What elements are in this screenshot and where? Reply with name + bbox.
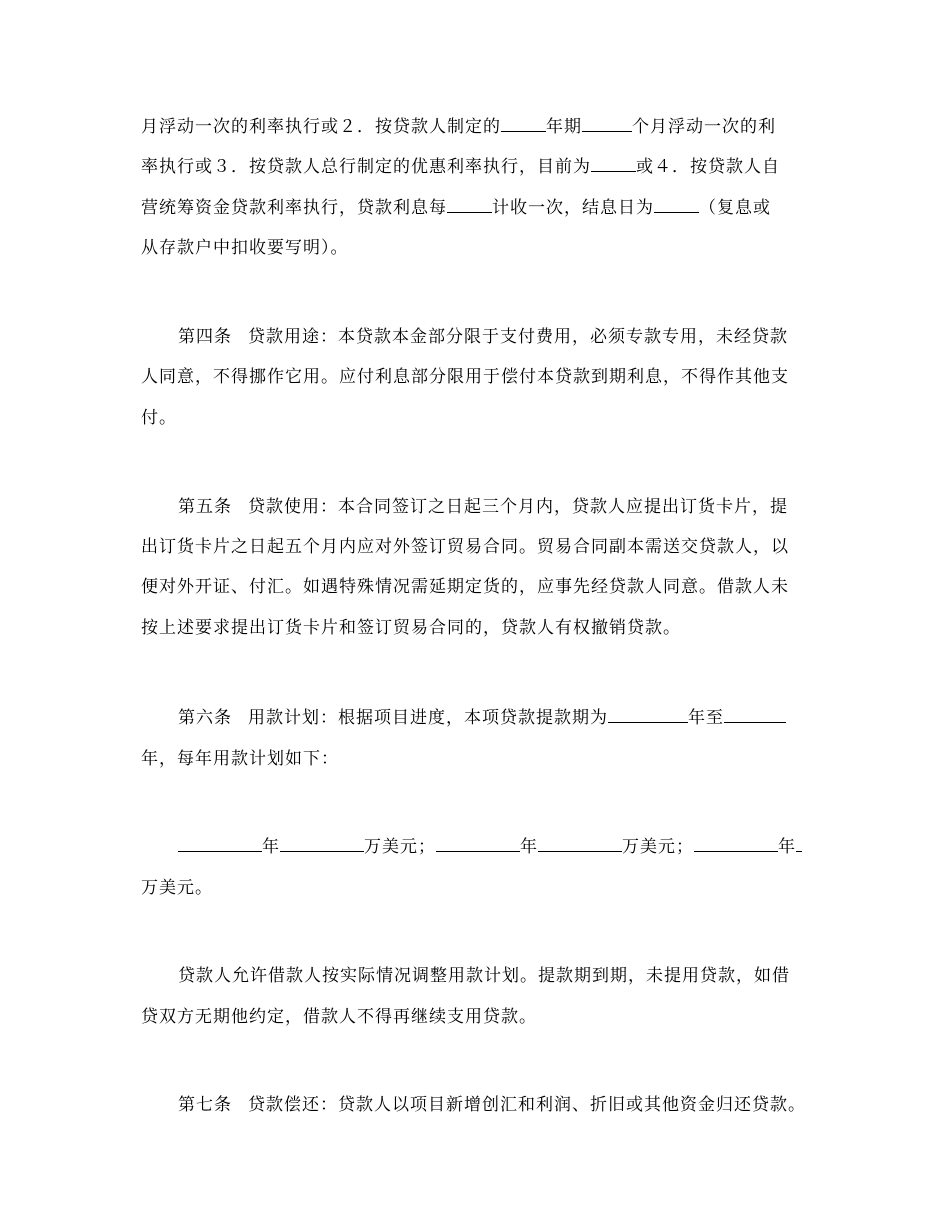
text: 年: [778, 837, 796, 857]
blank-field: [447, 198, 492, 213]
text: 率执行或３．按贷款人总行制定的优惠利率执行，目前为: [141, 157, 591, 177]
article-heading: 第七条: [178, 1095, 232, 1115]
article-6-line-2: 年，每年用款计划如下：: [141, 749, 339, 769]
article-5-line-1: [178, 496, 788, 518]
text: 年: [262, 837, 280, 857]
blank-field: [280, 837, 364, 852]
text: 营统筹资金贷款利率执行，贷款利息每: [141, 198, 447, 218]
text: 用款计划：根据项目进度，本项贷款提款期为: [248, 708, 608, 728]
interest-line-2: [141, 156, 780, 178]
adjust-line-2: 贷双方无期他约定，借款人不得再继续支用贷款。: [141, 1007, 537, 1027]
plan-line-2: 万美元。: [141, 878, 213, 898]
interest-line-1: [141, 116, 776, 138]
text: 或４．按贷款人自: [636, 157, 780, 177]
text: 贷款使用：本合同签订之日起三个月内，贷款人应提出订货卡片，提: [248, 497, 788, 517]
article-4-line-2: 人同意，不得挪作它用。应付利息部分限用于偿付本贷款到期利息，不得作其他支: [141, 367, 789, 387]
interest-line-3: [141, 197, 771, 219]
blank-field: [654, 198, 699, 213]
plan-line-1: [178, 836, 802, 858]
blank-field: [178, 837, 262, 852]
article-5-line-4: 按上述要求提出订货卡片和签订贸易合同的，贷款人有权撤销贷款。: [141, 618, 681, 638]
article-4-line-1: [178, 326, 788, 348]
text: 月浮动一次的利率执行或２．按贷款人制定的: [141, 117, 501, 137]
blank-field: [724, 708, 786, 723]
text: 计收一次，结息日为: [492, 198, 654, 218]
text: 万美元；: [622, 837, 694, 857]
article-7-line-1: [178, 1094, 806, 1116]
blank-field: [608, 708, 688, 723]
text: 年期: [546, 117, 582, 137]
blank-field: [582, 117, 632, 132]
blank-field: [591, 157, 636, 172]
text: 个月浮动一次的利: [632, 117, 776, 137]
article-6-line-1: [178, 707, 786, 729]
article-heading: 第六条: [178, 708, 232, 728]
article-5-line-3: 便对外开证、付汇。如遇特殊情况需延期定货的，应事先经贷款人同意。借款人未: [141, 577, 789, 597]
article-4-line-3: 付。: [141, 408, 177, 428]
article-heading: 第五条: [178, 497, 232, 517]
blank-field: [796, 837, 802, 852]
text: 年: [520, 837, 538, 857]
text: 年至: [688, 708, 724, 728]
adjust-line-1: 贷款人允许借款人按实际情况调整用款计划。提款期到期，未提用贷款，如借: [178, 966, 790, 986]
text: 万美元；: [364, 837, 436, 857]
article-heading: 第四条: [178, 327, 232, 347]
blank-field: [436, 837, 520, 852]
blank-field: [501, 117, 546, 132]
blank-field: [694, 837, 778, 852]
text: 贷款用途：本贷款本金部分限于支付费用，必须专款专用，未经贷款: [248, 327, 788, 347]
interest-line-4: 从存款户中扣收要写明）。: [141, 238, 349, 258]
text: （复息或: [699, 198, 771, 218]
blank-field: [538, 837, 622, 852]
text: 贷款偿还：贷款人以项目新增创汇和利润、折旧或其他资金归还贷款。: [248, 1095, 806, 1115]
article-5-line-2: 出订货卡片之日起五个月内应对外签订贸易合同。贸易合同副本需送交贷款人，以: [141, 537, 789, 557]
